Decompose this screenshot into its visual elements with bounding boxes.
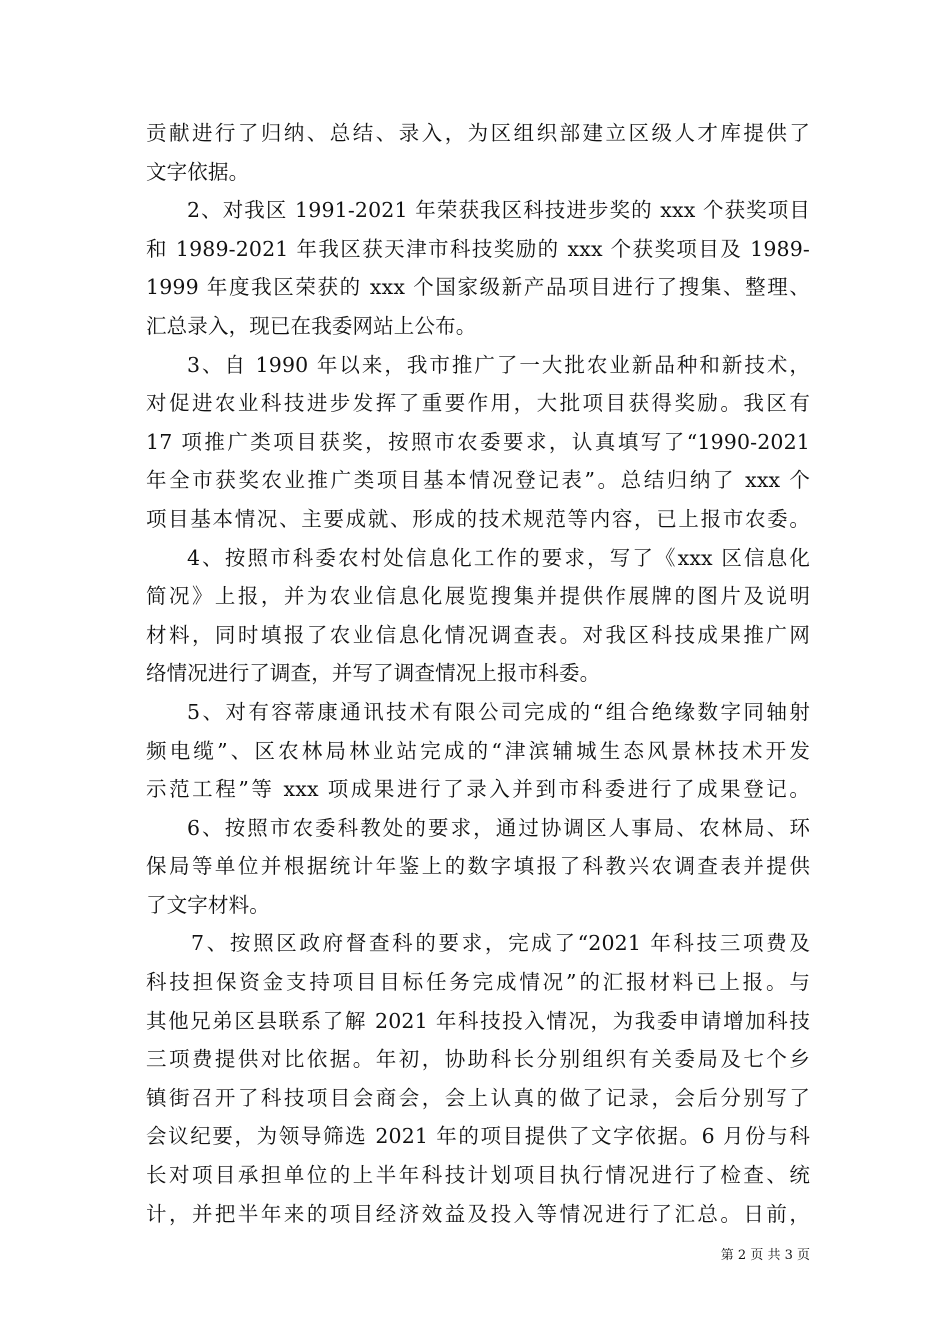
text-line: 计，并把半年来的项目经济效益及投入等情况进行了汇总。日前，	[146, 1201, 810, 1226]
text-line: 示范工程”等 xxx 项成果进行了录入并到市科委进行了成果登记。	[146, 777, 810, 802]
text-line: 简况》上报，并为农业信息化展览搜集并提供作展牌的图片及说明	[146, 584, 810, 609]
page-number-footer: 第 2 页 共 3 页	[720, 1248, 810, 1263]
text-line: 保局等单位并根据统计年鉴上的数字填报了科教兴农调查表并提供	[146, 854, 810, 879]
text-line: 了文字材料。	[146, 892, 270, 917]
text-line: 1999 年度我区荣获的 xxx 个国家级新产品项目进行了搜集、整理、	[146, 275, 810, 300]
text-line: 2、对我区 1991-2021 年荣获我区科技进步奖的 xxx 个获奖项目	[187, 198, 810, 223]
text-line: 和 1989-2021 年我区获天津市科技奖励的 xxx 个获奖项目及 1989-	[146, 236, 810, 261]
text-line: 镇街召开了科技项目会商会，会上认真的做了记录，会后分别写了	[146, 1085, 810, 1110]
text-line: 4、按照市科委农村处信息化工作的要求，写了《xxx 区信息化	[187, 545, 810, 570]
text-line: 项目基本情况、主要成就、形成的技术规范等内容，已上报市农委。	[146, 506, 810, 531]
text-line: 文字依据。	[146, 159, 250, 184]
text-line: 频电缆”、区农林局林业站完成的“津滨辅城生态风景林技术开发	[146, 738, 810, 763]
text-line: 会议纪要，为领导筛选 2021 年的项目提供了文字依据。6 月份与科	[146, 1124, 810, 1149]
text-line: 长对项目承担单位的上半年科技计划项目执行情况进行了检查、统	[146, 1163, 810, 1188]
text-line: 17 项推广类项目获奖，按照市农委要求，认真填写了“1990-2021	[146, 429, 810, 454]
text-line: 汇总录入，现已在我委网站上公布。	[146, 313, 477, 338]
text-line: 对促进农业科技进步发挥了重要作用，大批项目获得奖励。我区有	[146, 391, 810, 416]
text-line: 年全市获奖农业推广类项目基本情况登记表”。总结归纳了 xxx 个	[146, 468, 810, 493]
text-line: 三项费提供对比依据。年初，协助科长分别组织有关委局及七个乡	[146, 1047, 810, 1072]
text-line: 络情况进行了调查，并写了调查情况上报市科委。	[146, 661, 601, 686]
text-line: 材料，同时填报了农业信息化情况调查表。对我区科技成果推广网	[146, 622, 810, 647]
text-line: 6、按照市农委科教处的要求，通过协调区人事局、农林局、环	[187, 815, 810, 840]
text-line: 5、对有容蒂康通讯技术有限公司完成的“组合绝缘数字同轴射	[187, 699, 810, 724]
text-line: 科技担保资金支持项目目标任务完成情况”的汇报材料已上报。与	[146, 970, 810, 995]
text-line: 贡献进行了归纳、总结、录入，为区组织部建立区级人才库提供了	[146, 121, 810, 145]
text-line: 7、按照区政府督查科的要求，完成了“2021 年科技三项费及	[191, 931, 810, 956]
document-body	[146, 114, 810, 1233]
text-line: 3、自 1990 年以来，我市推广了一大批农业新品种和新技术，	[187, 352, 810, 377]
text-line: 其他兄弟区县联系了解 2021 年科技投入情况，为我委申请增加科技	[146, 1008, 810, 1033]
